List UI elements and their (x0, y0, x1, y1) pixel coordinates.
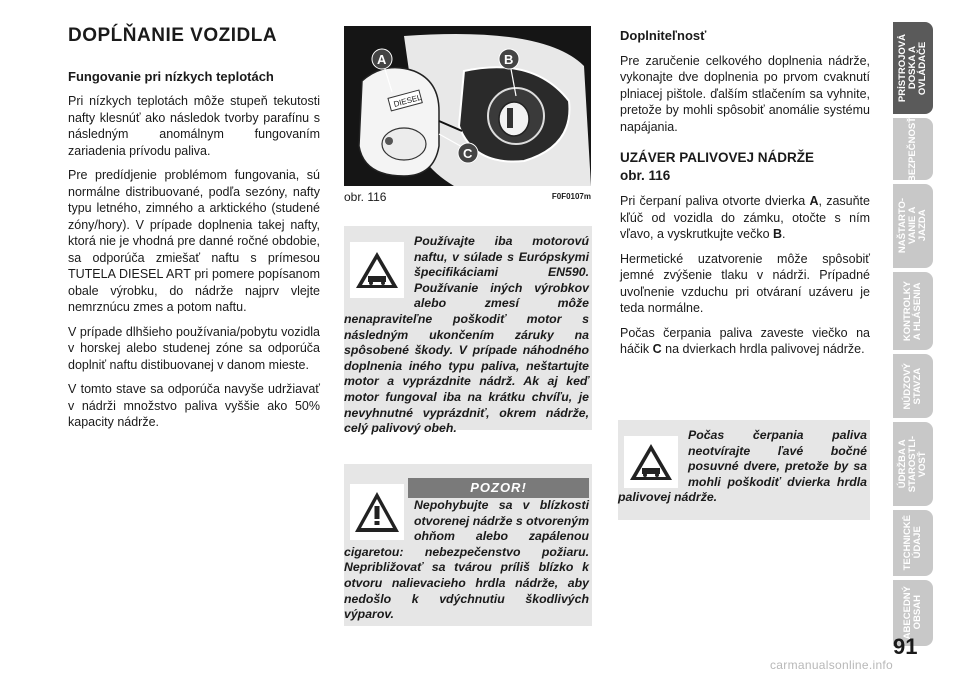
car-door-warning-icon (624, 436, 678, 488)
figure-caption-text: obr. 116 (344, 190, 387, 204)
diesel-tag: DIESEL (392, 92, 423, 109)
paragraph: Hermetické uzatvorenie môže spôsobiť jemné zvýšenie tlaku v nádrži. Prípadné uvoľnenie vzduchu pri otváraní uzáveru je teda normálne. (620, 251, 870, 315)
tab-technical-data[interactable]: TECHNICKÉ ÚDAJE (893, 510, 933, 576)
tab-warning-lights[interactable]: KONTROLKY A HLÁSENIA (893, 272, 933, 350)
section-heading-fillability: Doplniteľnosť (620, 28, 707, 43)
paragraph: Počas čerpania paliva zaveste viečko na háčik C na dvierkach hrdla palivovej nádrže. (620, 325, 870, 356)
left-column (68, 22, 320, 439)
watermark: carmanualsonline.info (770, 658, 894, 672)
warning-text: Počas čerpania paliva neotvírajte ľavé bočné posuvné dvere, pretože by sa mohli poškodiť dvierka hrdla palivovej nádrže. (618, 428, 867, 505)
tab-starting-driving[interactable]: NAŠTARTO- VANIE A JAZDA (893, 184, 933, 268)
label-b: B (504, 52, 514, 67)
tab-instrument-panel[interactable]: PRÍSTROJOVÁ DOSKA A OVLÁDAČE (893, 22, 933, 114)
tab-emergency[interactable]: NÚDZOVÝ STAVZA (893, 354, 933, 418)
paragraph: V prípade dlhšieho používania/pobytu vozidla v horskej alebo studenej zóne sa odporúča doplniť naftu distibuovanej v danom mieste. (68, 324, 320, 372)
car-fuel-warning-icon (350, 242, 404, 298)
figure-code: F0F0107m (551, 192, 591, 201)
page-number: 91 (893, 634, 918, 659)
page-title: DOPĹŇANIE VOZIDLA (68, 25, 278, 46)
warning-text: Nepohybujte sa v blízkosti otvorenej nádrže s otvoreným ohňom alebo zapálenou cigaretou: nebezpečenstvo požiaru. Nepribližovať sa tvárou príliš blízko k otvoru nalievacieho hrdla nádrže, aby nedošlo k vdýchnutiu škodlivých výparov. (344, 498, 589, 622)
label-a: A (377, 52, 387, 67)
fuel-cap-figure (344, 26, 591, 186)
warning-box-pozor (344, 464, 592, 626)
paragraph: Pre zaručenie celkového doplnenia nádrže, vykonajte dve doplnenia po prvom cvaknutí plniacej pištole. ďalším stlačením sa vyhnite, pretože by mohli spôsobiť anomálie systému napájania. (620, 53, 870, 134)
paragraph: V tomto stave sa odporúča navyše udržiavať v nádrži množstvo paliva vyššie ako 50% kapacity nádrže. (68, 382, 320, 429)
pozor-banner: POZOR! (408, 478, 589, 498)
section-heading-low-temp: Fungovanie pri nízkych teplotách (68, 68, 274, 84)
paragraph: Pre predídjenie problémom fungovania, sú normálne distribuované, podľa sezóny, nafty typu letného, zimného a arktického (studené zóny/hory). V prípade doplnenia takej nafty, ktorá nie je vhodná pre danné ročné obdobie, sa odporúča zmiešať naftu s prímesou TUTELA DIESEL ART pri pomere popísanom obale výrobku, do nádrže najprv vlejte nemrznúcu zmes a potom naftu. (68, 168, 320, 314)
right-column (620, 22, 870, 366)
section-heading-fuel-cap: UZÁVER PALIVOVEJ NÁDRŽE obr. 116 (620, 150, 815, 183)
fuel-cap-illustration (344, 26, 591, 186)
tab-index[interactable]: ABECEDNÝ OBSAH (893, 580, 933, 646)
warning-box-door (618, 420, 870, 520)
figure-caption (344, 190, 591, 204)
label-c: C (463, 146, 473, 161)
tab-maintenance[interactable]: ÚDRŽBA A STAROSTLI- VOSŤ (893, 422, 933, 506)
paragraph: Pri čerpaní paliva otvorte dvierka A, zasuňte kľúč od vozidla do zámku, otočte s ním vľavo, a vyskrutkujte večko B. (620, 194, 870, 241)
exclamation-warning-icon (350, 484, 404, 540)
warning-box-diesel (344, 226, 592, 436)
warning-text: Používajte iba motorovú naftu, v súlade s Európskymi špecifikáciami EN590. Používanie iných výrobkov alebo zmesí môže nenapraviteľne poškodiť motor s následným ukončením záruky na spôsobené škody. V prípade náhodného doplnenia iného typu paliva, neštartujte motor a vyprázdnite nádrž. Ak aj keď motor fungoval iba na krátku chvíľu, je nevyhnutné vyprázdniť, okrem nádrže, celý palivový obeh. (344, 234, 589, 436)
tab-safety[interactable]: BEZPEČNOSŤ (893, 118, 933, 180)
paragraph: Pri nízkych teplotách môže stupeň tekutosti nafty klesnúť ako následok tvorby parafínu s následným anomálnym fungovaním zariadenia prívodu paliva. (68, 94, 320, 158)
